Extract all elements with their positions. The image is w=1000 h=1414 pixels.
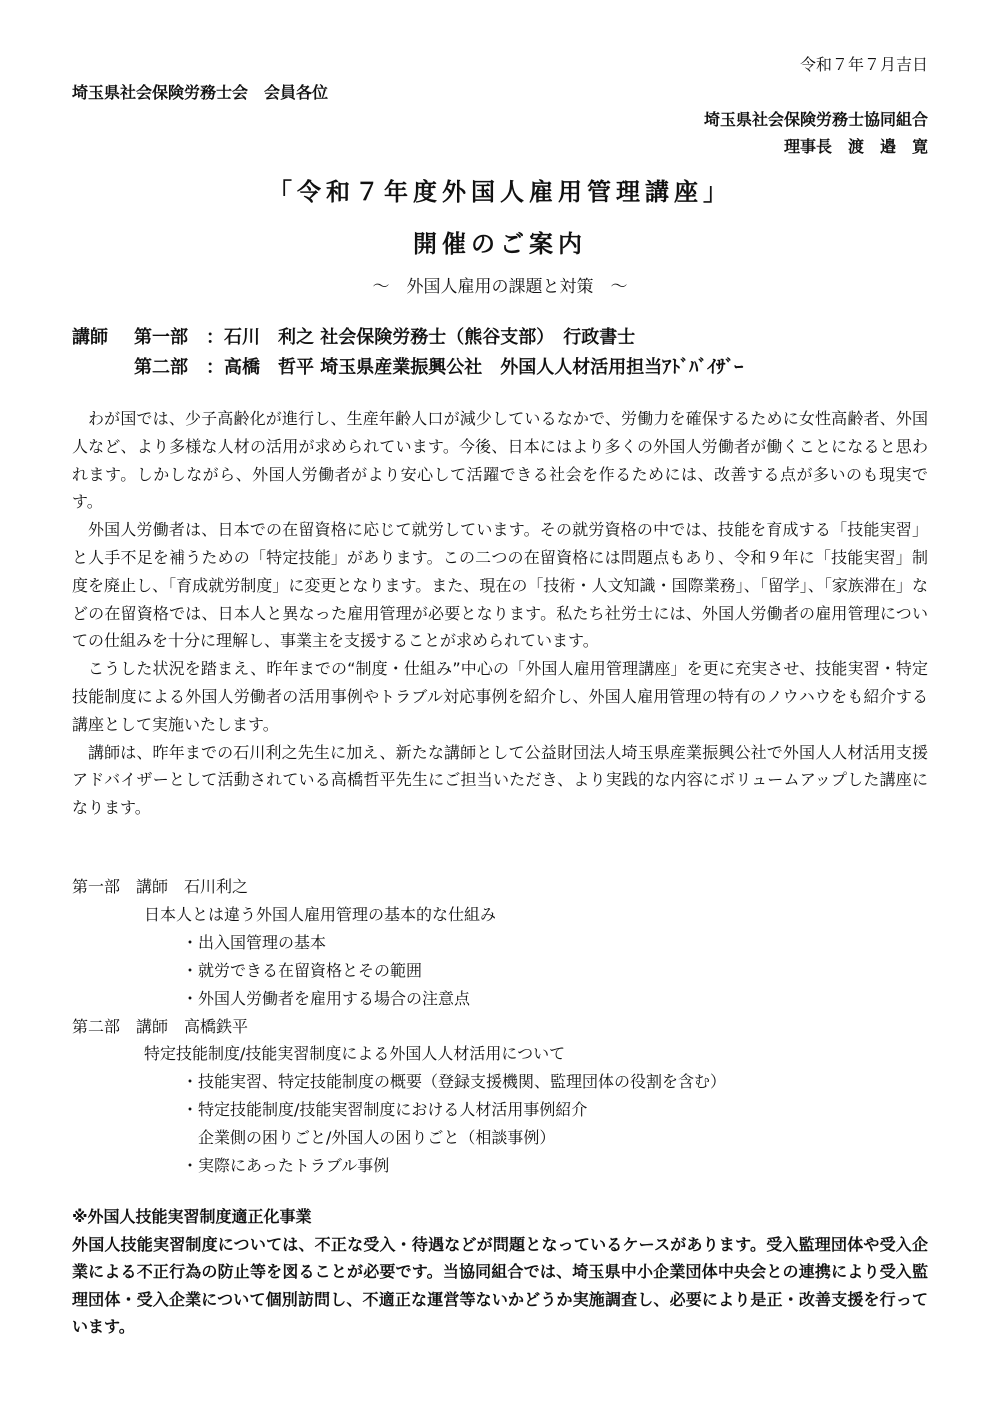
document-title-line2: 開催のご案内 [413, 230, 587, 258]
list-item: ・就労できる在留資格とその範囲 [182, 960, 423, 980]
body-paragraph-3: こうした状況を踏まえ、昨年までの“制度・仕組み”中心の「外国人雇用管理講座」を更に充実させ、技能実習・特定技能制度による外国人労働者の活用事例やトラブル対応事例を紹介し、外国人雇用管理の特有のノウハウをも紹介する講座として実施いたします。 [72, 659, 928, 734]
lecturer-part2-text: 第二部 ：高橋 哲平 埼玉県産業振興公社 外国人人材活用担当ｱﾄﾞﾊﾞｲｻﾞｰ [134, 357, 744, 378]
body-paragraph-4: 講師は、昨年までの石川利之先生に加え、新たな講師として公益財団法人埼玉県産業振興公社で外国人人材活用支援アドバイザーとして活動されている高橋哲平先生にご担当いただき、より実践的な内容にボリュームアップした講座になります。 [72, 742, 928, 818]
document-subtitle: ～ 外国人雇用の課題と対策 ～ [372, 277, 628, 297]
body-paragraph-1: わが国では、少子高齢化が進行し、生産年齢人口が減少しているなかで、労働力を確保するために女性高齢者、外国人など、より多様な人材の活用が求められています。今後、日本にはより多くの外国人労働者が働くことになると思われます。しかしながら、外国人労働者がより安心して活躍できる社会を作るためには、改善する点が多いのも現実です。 [72, 409, 928, 512]
program-part1-heading: 第一部 講師 石川利之 [72, 877, 249, 896]
issue-date: 令和７年７月吉日 [799, 55, 928, 74]
program-outline [72, 873, 928, 1180]
program-part2-theme: 特定技能制度/技能実習制度による外国人人材活用について [144, 1044, 566, 1064]
recipient-line: 埼玉県社会保険労務士会 会員各位 [72, 83, 329, 102]
body-text [72, 405, 928, 822]
list-item: ・出入国管理の基本 [182, 932, 327, 952]
list-item: ・技能実習、特定技能制度の概要（登録支援機関、監理団体の役割を含む） [182, 1072, 727, 1092]
lecturer-label: 講師 [72, 327, 108, 348]
note-section [72, 1203, 928, 1341]
list-item: ・実際にあったトラブル事例 [182, 1156, 390, 1176]
program-part2-heading: 第二部 講師 高橋鉄平 [72, 1016, 249, 1036]
document-title: 「令和７年度外国人雇用管理講座」 [268, 178, 732, 206]
lecturer-part2 [72, 353, 743, 379]
note-heading: ※外国人技能実習制度適正化事業 [72, 1207, 312, 1226]
lecturer-part1-text: 第一部 ：石川 利之 社会保険労務士（熊谷支部） 行政書士 [134, 327, 636, 348]
sender-organization: 埼玉県社会保険労務士協同組合 [703, 110, 928, 129]
note-text: 外国人技能実習制度については、不正な受入・待遇などが問題となっているケースがあります。受入監理団体や受入企業による不正行為の防止等を図ることが必要です。当協同組合では、埼玉県中小企業団体中央会との連携により受入監理団体・受入企業について個別訪問し、不適正な運営等ないかどうか実施調査し、必要により是正・改善支援を行っています。 [72, 1234, 928, 1336]
body-paragraph-2: 外国人労働者は、日本での在留資格に応じて就労しています。その就労資格の中では、技能を育成する「技能実習」と人手不足を補うための「特定技能」があります。この二つの在留資格には問題点もあり、令和９年に「技能実習」制度を廃止し、「育成就労制度」に変更となります。また、現在の「技術・人文知識・国際業務」、「留学」、「家族滞在」などの在留資格では、日本人と異なった雇用管理が必要となります。私たち社労士には、外国人労働者の雇用管理についての仕組みを十分に理解し、事業主を支援することが求められています。 [72, 520, 928, 651]
program-part1-theme: 日本人とは違う外国人雇用管理の基本的な仕組み [144, 904, 497, 924]
list-subitem: 企業側の困りごと/外国人の困りごと（相談事例） [198, 1128, 556, 1148]
sender-name: 理事長 渡 邉 寛 [783, 137, 928, 156]
list-item: ・特定技能制度/技能実習制度における人材活用事例紹介 [182, 1100, 588, 1120]
list-item: ・外国人労働者を雇用する場合の注意点 [182, 988, 471, 1008]
lecturer-part1 [72, 323, 635, 349]
